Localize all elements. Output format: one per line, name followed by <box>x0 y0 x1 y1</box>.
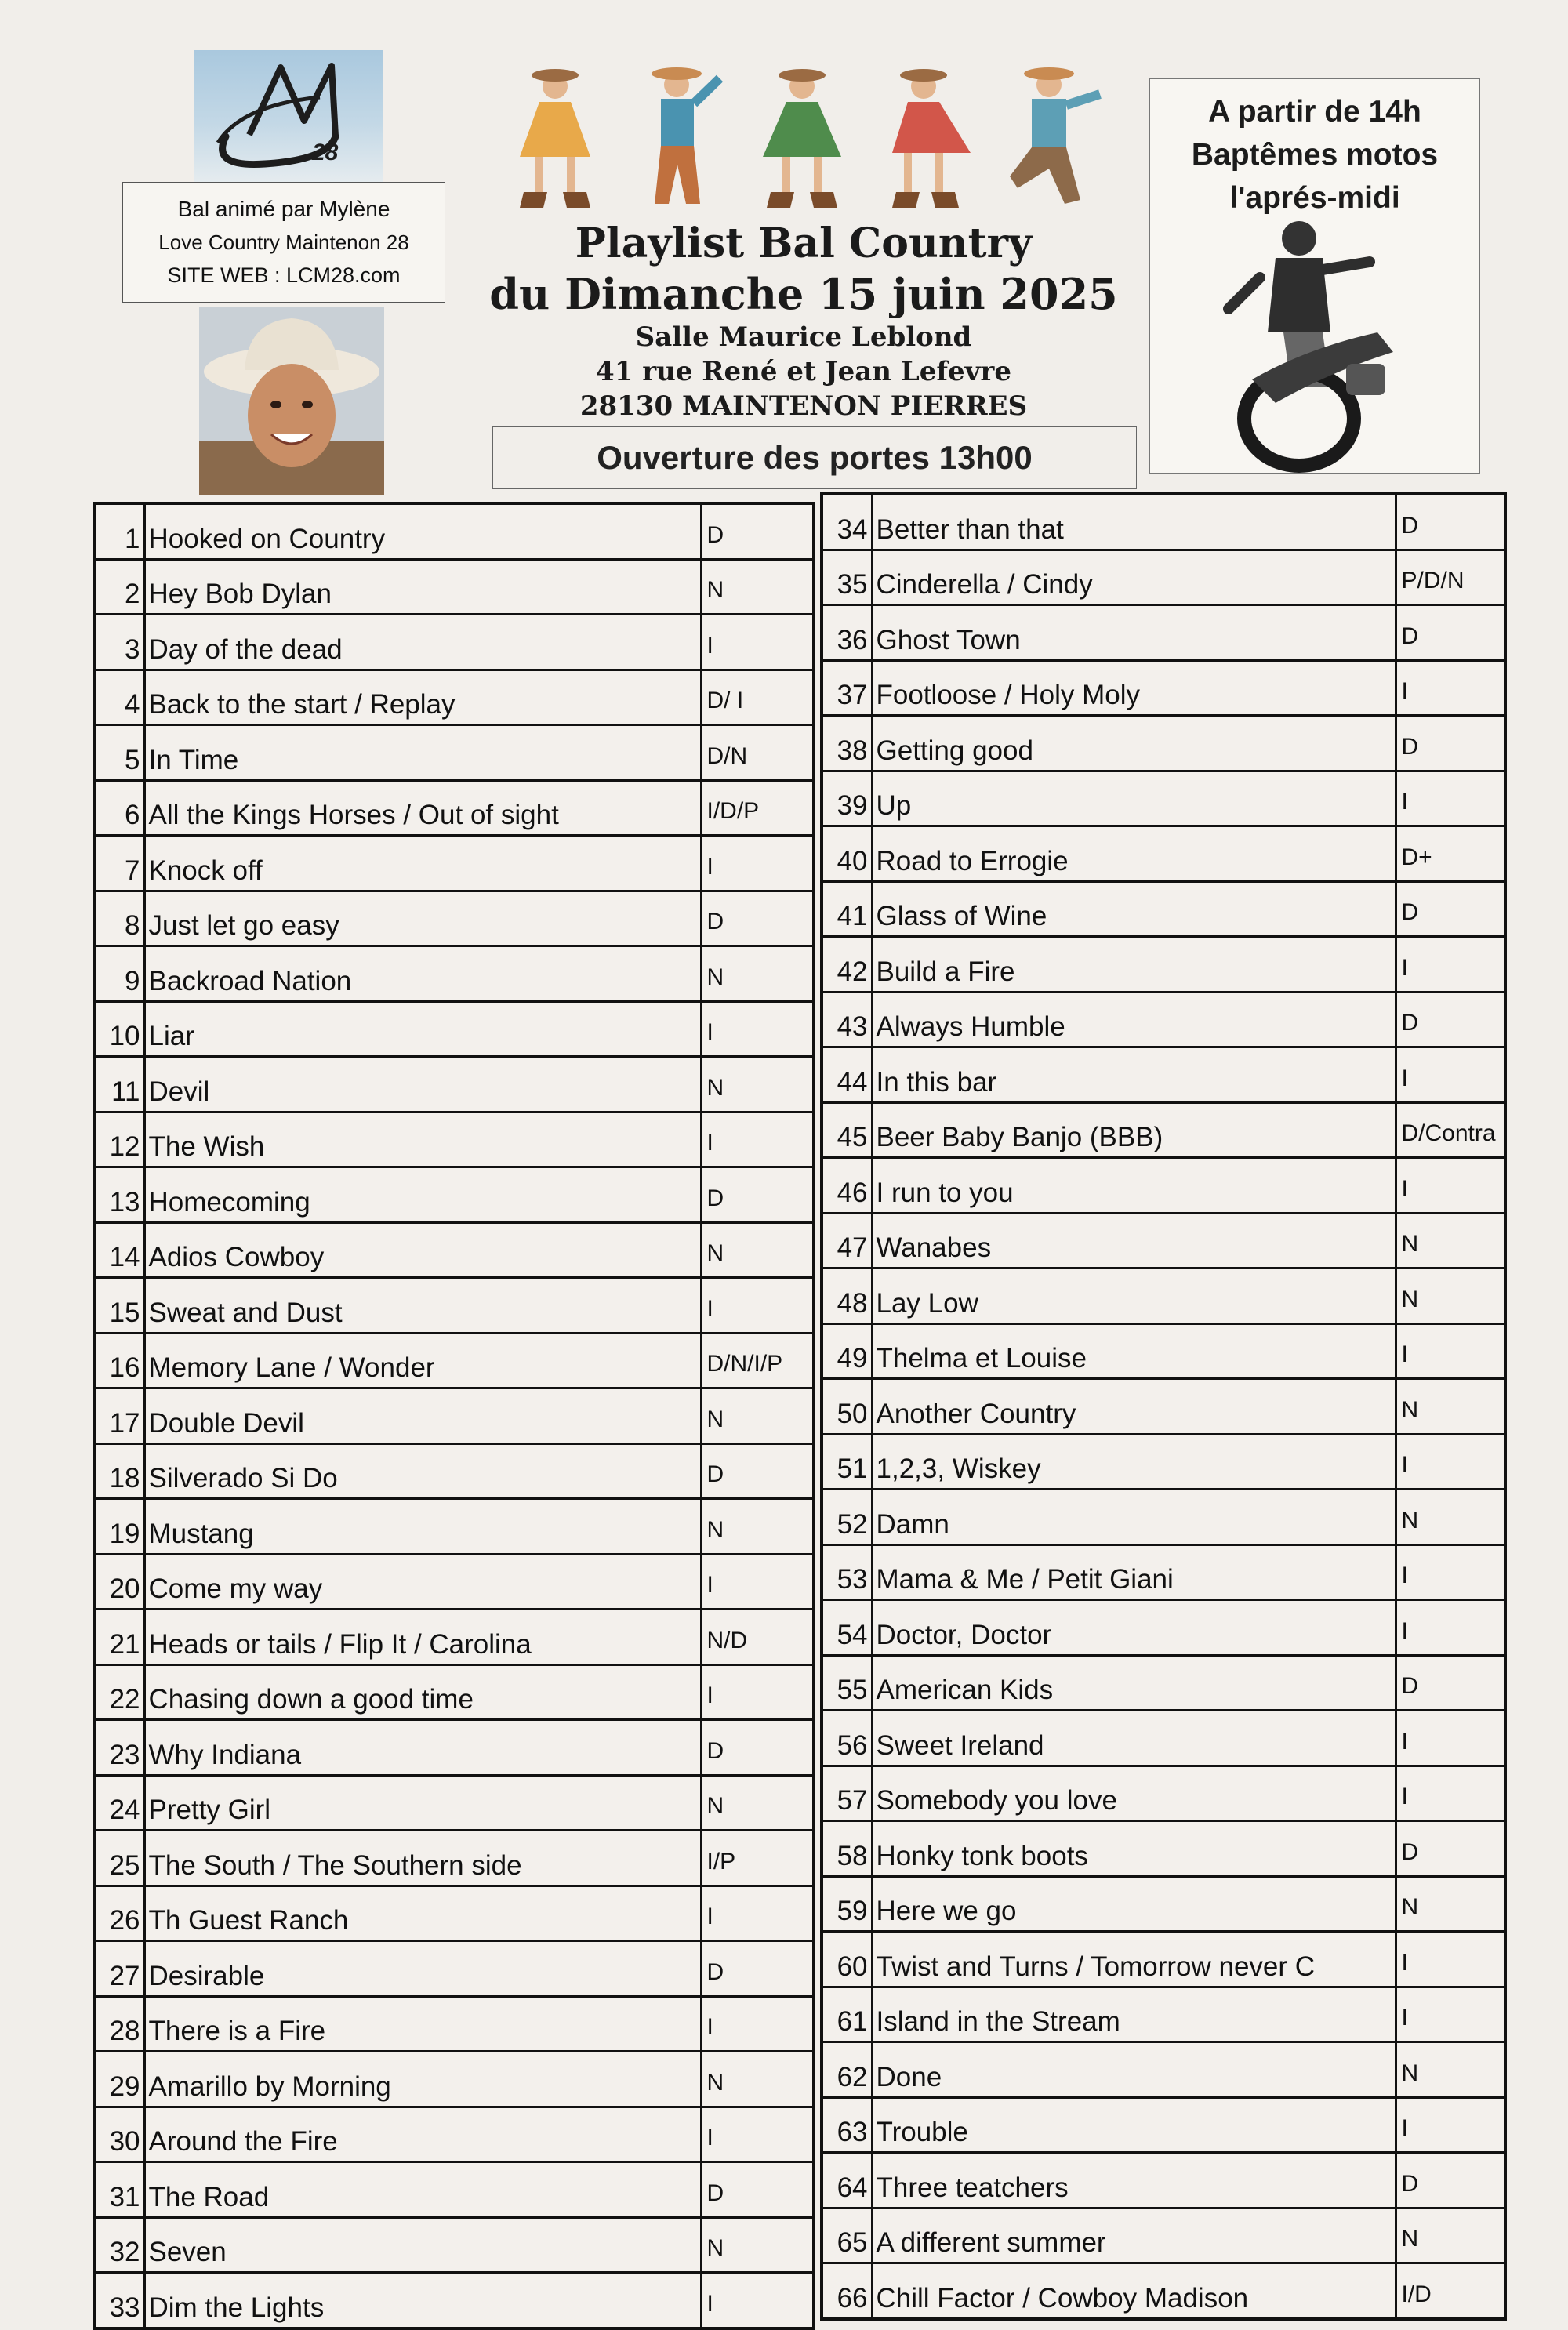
song-title: Hey Bob Dylan <box>144 559 701 615</box>
row-number: 6 <box>94 780 144 836</box>
row-number: 5 <box>94 725 144 781</box>
dancers-illustration <box>500 55 1120 212</box>
motorcycle-rider-image <box>1213 215 1417 474</box>
table-row <box>94 1001 814 1057</box>
row-number: 50 <box>822 1379 872 1435</box>
row-number: 62 <box>822 2042 872 2098</box>
dance-level: D/ I <box>701 670 814 725</box>
row-number: 41 <box>822 881 872 937</box>
dancer-5 <box>1010 67 1100 204</box>
table-row <box>822 550 1505 605</box>
page-title: Playlist Bal Country <box>575 220 1033 267</box>
table-row <box>822 826 1505 882</box>
dance-level: I <box>701 2273 814 2328</box>
song-title: Sweet Ireland <box>872 1711 1396 1766</box>
song-title: Memory Lane / Wonder <box>144 1333 701 1388</box>
table-row <box>822 881 1505 937</box>
row-number: 23 <box>94 1720 144 1776</box>
song-title: The Wish <box>144 1112 701 1167</box>
dance-level: D <box>701 1167 814 1223</box>
row-number: 60 <box>822 1932 872 1987</box>
row-number: 65 <box>822 2208 872 2263</box>
club-name-line: Love Country Maintenon 28 <box>158 230 409 254</box>
host-line: Bal animé par Mylène <box>177 197 390 221</box>
table-row <box>94 1278 814 1334</box>
dance-level: N <box>1396 1268 1505 1324</box>
row-number: 56 <box>822 1711 872 1766</box>
row-number: 63 <box>822 2097 872 2153</box>
row-number: 7 <box>94 836 144 891</box>
table-row <box>94 2052 814 2107</box>
table-row <box>822 1213 1505 1268</box>
logo-number: 28 <box>312 140 339 165</box>
table-row <box>822 660 1505 716</box>
song-title: Getting good <box>872 716 1396 771</box>
dance-level: D <box>701 1941 814 1997</box>
song-title: Glass of Wine <box>872 881 1396 937</box>
table-row <box>822 1987 1505 2042</box>
table-row <box>822 1932 1505 1987</box>
row-number: 4 <box>94 670 144 725</box>
table-row <box>94 1664 814 1720</box>
song-title: Seven <box>144 2217 701 2273</box>
table-row <box>94 559 814 615</box>
table-row <box>822 937 1505 993</box>
moto-line-1: A partir de 14h <box>1208 95 1421 129</box>
row-number: 9 <box>94 946 144 1002</box>
song-title: Heads or tails / Flip It / Carolina <box>144 1610 701 1665</box>
row-number: 19 <box>94 1499 144 1555</box>
row-number: 38 <box>822 716 872 771</box>
table-row <box>822 1544 1505 1600</box>
row-number: 49 <box>822 1323 872 1379</box>
row-number: 22 <box>94 1664 144 1720</box>
host-photo <box>199 307 384 495</box>
song-title: Thelma et Louise <box>872 1323 1396 1379</box>
song-title: Double Devil <box>144 1388 701 1444</box>
row-number: 66 <box>822 2263 872 2319</box>
row-number: 10 <box>94 1001 144 1057</box>
table-row <box>94 670 814 725</box>
dance-level: I <box>701 1112 814 1167</box>
dance-level: N <box>1396 1876 1505 1932</box>
row-number: 53 <box>822 1544 872 1600</box>
dance-level: I <box>701 2107 814 2162</box>
row-number: 45 <box>822 1102 872 1158</box>
song-title: Honky tonk boots <box>872 1821 1396 1877</box>
dance-level: D/Contra <box>1396 1102 1505 1158</box>
row-number: 20 <box>94 1554 144 1610</box>
dance-level: I <box>701 1996 814 2052</box>
row-number: 29 <box>94 2052 144 2107</box>
dance-level: P/D/N <box>1396 550 1505 605</box>
row-number: 8 <box>94 891 144 946</box>
song-title: Cinderella / Cindy <box>872 550 1396 605</box>
row-number: 59 <box>822 1876 872 1932</box>
song-title: Homecoming <box>144 1167 701 1223</box>
song-title: Footloose / Holy Moly <box>872 660 1396 716</box>
dance-level: D <box>1396 1655 1505 1711</box>
dance-level: I/D/P <box>701 780 814 836</box>
dance-level: I <box>701 1278 814 1334</box>
row-number: 36 <box>822 605 872 661</box>
table-row <box>822 1490 1505 1545</box>
dance-level: D <box>1396 881 1505 937</box>
table-row <box>822 2042 1505 2098</box>
dance-level: I <box>1396 1434 1505 1490</box>
dance-level: I <box>1396 2097 1505 2153</box>
table-row <box>822 1434 1505 1490</box>
row-number: 54 <box>822 1600 872 1656</box>
row-number: 47 <box>822 1213 872 1268</box>
song-title: Sweat and Dust <box>144 1278 701 1334</box>
song-title: Mustang <box>144 1499 701 1555</box>
table-row <box>94 1333 814 1388</box>
row-number: 14 <box>94 1222 144 1278</box>
venue-address: 41 rue René et Jean Lefevre <box>596 356 1011 387</box>
row-number: 61 <box>822 1987 872 2042</box>
dance-level: I <box>1396 1158 1505 1214</box>
table-row <box>822 1047 1505 1103</box>
row-number: 11 <box>94 1057 144 1112</box>
song-title: Come my way <box>144 1554 701 1610</box>
row-number: 25 <box>94 1831 144 1886</box>
dance-level: I <box>1396 1932 1505 1987</box>
table-row <box>94 1388 814 1444</box>
song-title: Another Country <box>872 1379 1396 1435</box>
dance-level: N <box>1396 1490 1505 1545</box>
song-title: Trouble <box>872 2097 1396 2153</box>
table-row <box>94 1222 814 1278</box>
song-title: The South / The Southern side <box>144 1831 701 1886</box>
song-title: Mama & Me / Petit Giani <box>872 1544 1396 1600</box>
dance-level: N <box>701 1775 814 1831</box>
table-row <box>94 503 814 559</box>
dancer-4 <box>892 69 971 208</box>
table-row <box>94 615 814 670</box>
table-row <box>94 946 814 1002</box>
song-title: Always Humble <box>872 992 1396 1047</box>
row-number: 13 <box>94 1167 144 1223</box>
dance-level: N <box>1396 2208 1505 2263</box>
song-title: Liar <box>144 1001 701 1057</box>
table-row <box>94 780 814 836</box>
table-row <box>94 2273 814 2328</box>
table-row <box>94 891 814 946</box>
table-row <box>822 2208 1505 2263</box>
venue-name: Salle Maurice Leblond <box>635 321 972 353</box>
dance-level: I/P <box>701 1831 814 1886</box>
row-number: 3 <box>94 615 144 670</box>
song-title: Hooked on Country <box>144 503 701 559</box>
playlist-table-right <box>820 492 1507 2321</box>
song-title: Around the Fire <box>144 2107 701 2162</box>
dance-level: I <box>1396 1047 1505 1103</box>
song-title: Build a Fire <box>872 937 1396 993</box>
song-title: Devil <box>144 1057 701 1112</box>
row-number: 26 <box>94 1885 144 1941</box>
song-title: Better than that <box>872 494 1396 550</box>
table-row <box>822 1711 1505 1766</box>
song-title: I run to you <box>872 1158 1396 1214</box>
moto-rides-text <box>1150 90 1479 220</box>
song-title: The Road <box>144 2162 701 2218</box>
table-row <box>822 1379 1505 1435</box>
table-row <box>822 2097 1505 2153</box>
dance-level: N/D <box>701 1610 814 1665</box>
event-title-block <box>470 220 1137 423</box>
row-number: 64 <box>822 2153 872 2208</box>
dance-level: N <box>701 1388 814 1444</box>
song-title: Why Indiana <box>144 1720 701 1776</box>
song-title: All the Kings Horses / Out of sight <box>144 780 701 836</box>
table-row <box>822 1766 1505 1821</box>
row-number: 33 <box>94 2273 144 2328</box>
table-row <box>94 725 814 781</box>
dance-level: I <box>1396 1600 1505 1656</box>
song-title: Lay Low <box>872 1268 1396 1324</box>
table-row <box>94 1775 814 1831</box>
face <box>248 364 336 467</box>
dance-level: N <box>701 1057 814 1112</box>
song-title: Doctor, Doctor <box>872 1600 1396 1656</box>
playlist-table-left <box>93 502 815 2330</box>
row-number: 46 <box>822 1158 872 1214</box>
song-title: Up <box>872 771 1396 826</box>
dance-level: I <box>1396 1987 1505 2042</box>
song-title: Dim the Lights <box>144 2273 701 2328</box>
dance-level: N <box>701 1222 814 1278</box>
table-row <box>94 1720 814 1776</box>
song-title: Knock off <box>144 836 701 891</box>
song-title: Chill Factor / Cowboy Madison <box>872 2263 1396 2319</box>
dance-level: I <box>701 1554 814 1610</box>
song-title: Back to the start / Replay <box>144 670 701 725</box>
row-number: 16 <box>94 1333 144 1388</box>
table-row <box>94 1167 814 1223</box>
moto-rides-box <box>1149 78 1480 474</box>
dance-level: D <box>701 1720 814 1776</box>
dance-level: D <box>701 2162 814 2218</box>
row-number: 40 <box>822 826 872 882</box>
dance-level: I/D <box>1396 2263 1505 2319</box>
row-number: 30 <box>94 2107 144 2162</box>
table-row <box>822 1655 1505 1711</box>
row-number: 21 <box>94 1610 144 1665</box>
dance-level: I <box>701 1001 814 1057</box>
table-row <box>94 2107 814 2162</box>
club-logo <box>194 50 383 183</box>
row-number: 55 <box>822 1655 872 1711</box>
dance-level: N <box>1396 2042 1505 2098</box>
row-number: 32 <box>94 2217 144 2273</box>
table-row <box>94 836 814 891</box>
song-title: Adios Cowboy <box>144 1222 701 1278</box>
dance-level: I <box>701 1664 814 1720</box>
song-title: Here we go <box>872 1876 1396 1932</box>
song-title: Island in the Stream <box>872 1987 1396 2042</box>
song-title: Road to Errogie <box>872 826 1396 882</box>
row-number: 24 <box>94 1775 144 1831</box>
song-title: 1,2,3, Wiskey <box>872 1434 1396 1490</box>
dance-level: I <box>1396 1323 1505 1379</box>
venue-city: 28130 MAINTENON PIERRES <box>579 390 1028 422</box>
dance-level: I <box>1396 771 1505 826</box>
row-number: 39 <box>822 771 872 826</box>
song-title: Wanabes <box>872 1213 1396 1268</box>
dance-level: D <box>1396 716 1505 771</box>
table-row <box>822 1600 1505 1656</box>
song-title: Silverado Si Do <box>144 1443 701 1499</box>
table-row <box>822 2153 1505 2208</box>
song-title: In Time <box>144 725 701 781</box>
song-title: Backroad Nation <box>144 946 701 1002</box>
row-number: 18 <box>94 1443 144 1499</box>
dance-level: D <box>1396 2153 1505 2208</box>
song-title: A different summer <box>872 2208 1396 2263</box>
doors-opening-text: Ouverture des portes 13h00 <box>597 439 1033 476</box>
table-row <box>94 1996 814 2052</box>
doors-opening-box <box>492 426 1137 489</box>
song-title: Pretty Girl <box>144 1775 701 1831</box>
song-title: Beer Baby Banjo (BBB) <box>872 1102 1396 1158</box>
table-row <box>822 1158 1505 1214</box>
row-number: 57 <box>822 1766 872 1821</box>
dance-level: N <box>1396 1379 1505 1435</box>
dance-level: I <box>701 1885 814 1941</box>
row-number: 37 <box>822 660 872 716</box>
table-row <box>94 1554 814 1610</box>
dance-level: N <box>701 946 814 1002</box>
dance-level: D <box>1396 605 1505 661</box>
dance-level: I <box>1396 660 1505 716</box>
table-row <box>822 494 1505 550</box>
dance-level: I <box>1396 1544 1505 1600</box>
dance-level: D <box>701 503 814 559</box>
song-title: Ghost Town <box>872 605 1396 661</box>
moto-line-3: l'aprés-midi <box>1229 181 1400 215</box>
song-title: Somebody you love <box>872 1766 1396 1821</box>
dance-level: I <box>701 615 814 670</box>
row-number: 34 <box>822 494 872 550</box>
row-number: 44 <box>822 1047 872 1103</box>
table-row <box>94 2217 814 2273</box>
table-row <box>822 1821 1505 1877</box>
dance-level: N <box>701 2052 814 2107</box>
song-title: There is a Fire <box>144 1996 701 2052</box>
moto-line-2: Baptêmes motos <box>1191 138 1439 172</box>
table-row <box>822 605 1505 661</box>
row-number: 17 <box>94 1388 144 1444</box>
song-title: Chasing down a good time <box>144 1664 701 1720</box>
row-number: 31 <box>94 2162 144 2218</box>
row-number: 48 <box>822 1268 872 1324</box>
song-title: In this bar <box>872 1047 1396 1103</box>
table-row <box>822 771 1505 826</box>
song-title: Twist and Turns / Tomorrow never C <box>872 1932 1396 1987</box>
row-number: 1 <box>94 503 144 559</box>
table-row <box>94 1941 814 1997</box>
song-title: Damn <box>872 1490 1396 1545</box>
dance-level: N <box>701 2217 814 2273</box>
song-title: Desirable <box>144 1941 701 1997</box>
song-title: Three teatchers <box>872 2153 1396 2208</box>
row-number: 28 <box>94 1996 144 2052</box>
host-info-box <box>122 182 445 303</box>
dance-level: I <box>1396 937 1505 993</box>
table-row <box>94 1499 814 1555</box>
dance-level: D/N <box>701 725 814 781</box>
dance-level: I <box>701 836 814 891</box>
dance-level: D <box>1396 494 1505 550</box>
event-date: du Dimanche 15 juin 2025 <box>489 269 1118 319</box>
dance-level: D <box>1396 992 1505 1047</box>
dance-level: I <box>1396 1766 1505 1821</box>
row-number: 2 <box>94 559 144 615</box>
table-row <box>822 2263 1505 2319</box>
dance-level: N <box>701 1499 814 1555</box>
dancer-2 <box>652 67 720 204</box>
row-number: 51 <box>822 1434 872 1490</box>
row-number: 15 <box>94 1278 144 1334</box>
dance-level: D+ <box>1396 826 1505 882</box>
row-number: 35 <box>822 550 872 605</box>
table-row <box>822 1268 1505 1324</box>
dance-level: I <box>1396 1711 1505 1766</box>
table-row <box>94 1831 814 1886</box>
website-line[interactable]: SITE WEB : LCM28.com <box>167 263 401 287</box>
row-number: 27 <box>94 1941 144 1997</box>
table-row <box>94 1112 814 1167</box>
song-title: Done <box>872 2042 1396 2098</box>
row-number: 58 <box>822 1821 872 1877</box>
table-row <box>94 1057 814 1112</box>
row-number: 12 <box>94 1112 144 1167</box>
dance-level: N <box>1396 1213 1505 1268</box>
dance-level: D <box>1396 1821 1505 1877</box>
table-row <box>822 1323 1505 1379</box>
table-row <box>822 716 1505 771</box>
song-title: Amarillo by Morning <box>144 2052 701 2107</box>
song-title: American Kids <box>872 1655 1396 1711</box>
table-row <box>94 2162 814 2218</box>
row-number: 52 <box>822 1490 872 1545</box>
dance-level: D <box>701 1443 814 1499</box>
row-number: 43 <box>822 992 872 1047</box>
table-row <box>94 1443 814 1499</box>
song-title: Just let go easy <box>144 891 701 946</box>
dance-level: D <box>701 891 814 946</box>
song-title: Day of the dead <box>144 615 701 670</box>
dancer-1 <box>520 69 590 208</box>
dance-level: D/N/I/P <box>701 1333 814 1388</box>
table-row <box>822 1102 1505 1158</box>
table-row <box>94 1885 814 1941</box>
table-row <box>822 992 1505 1047</box>
dancer-3 <box>763 69 841 208</box>
table-row <box>94 1610 814 1665</box>
table-row <box>822 1876 1505 1932</box>
song-title: Th Guest Ranch <box>144 1885 701 1941</box>
row-number: 42 <box>822 937 872 993</box>
dance-level: N <box>701 559 814 615</box>
